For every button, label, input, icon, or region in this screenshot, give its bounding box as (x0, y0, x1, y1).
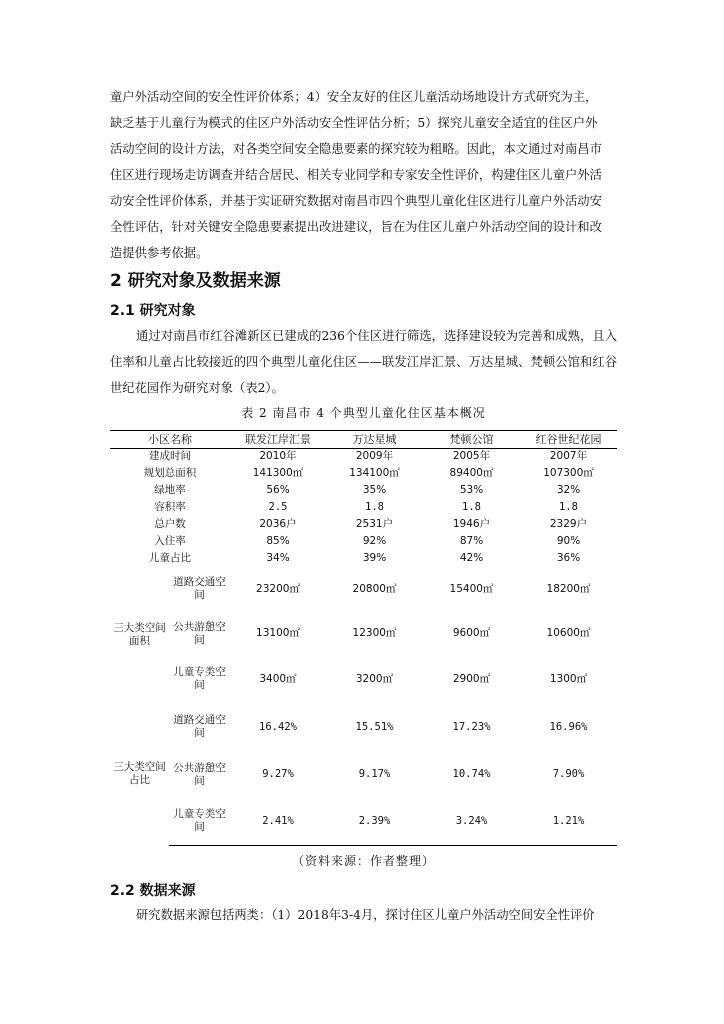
sub-label: 公共游憩空间 (173, 620, 226, 646)
table-row (110, 449, 617, 465)
row-label: 儿童占比 (149, 551, 191, 564)
table-cell: 2.41% (230, 798, 326, 846)
section-2-1-paragraph: 通过对南昌市红谷滩新区已建成的236个住区进行筛选，选择建设较为完善和成熟，且入住率和儿童占比较接近的四个典型儿童化住区——联发江岸汇景、万达星城、梵顿公馆和红谷世纪花园作为研究对象（表2）。 (110, 329, 617, 395)
intro-line: 动安全性评价体系，并基于实证研究数据对南昌市四个典型儿童化住区进行儿童户外活动安 (110, 194, 602, 208)
table-cell: 2.39% (326, 798, 423, 846)
table-cell: 16.42% (259, 720, 297, 733)
intro-line: 缺乏基于儿童行为模式的住区户外活动安全性评估分析；5）探究儿童安全适宜的住区户外 (110, 116, 598, 130)
table-row (110, 567, 617, 612)
table-cell: 7.90% (552, 768, 585, 780)
table-cell: 17.23% (452, 720, 491, 733)
intro-line: 住区进行现场走访调查并结合居民、相关专业同学和专家安全性评价，构建住区儿童户外活 (110, 168, 602, 182)
table-cell: 34% (266, 551, 290, 564)
table-row (110, 516, 617, 533)
table-cell: 90% (556, 534, 581, 547)
community-overview-table (110, 430, 617, 846)
table-cell: 2900㎡ (452, 672, 491, 685)
table-cell: 1.21% (520, 798, 617, 846)
table-cell: 23200㎡ (256, 582, 300, 595)
table-cell: 18200㎡ (546, 582, 591, 595)
table-cell: 2036户 (259, 517, 297, 530)
header-cell: 万达星城 (326, 431, 423, 449)
table-cell: 89400㎡ (449, 466, 494, 479)
table-cell: 2005年 (452, 450, 491, 463)
table-cell: 15.51% (355, 720, 394, 733)
table-cell: 36% (556, 551, 581, 564)
table-row (110, 482, 617, 499)
header-cell: 联发江岸汇景 (230, 431, 326, 449)
table-row (110, 703, 617, 752)
table-cell: 2010年 (259, 450, 297, 463)
header-cell: 梵顿公馆 (423, 431, 520, 449)
table-row (110, 465, 617, 482)
intro-line: 童户外活动空间的安全性评价体系；4）安全友好的住区儿童活动场地设计方式研究为主， (110, 90, 598, 104)
table-cell: 42% (459, 551, 484, 564)
row-label: 规划总面积 (143, 466, 197, 479)
sub-label: 公共游憩空间 (173, 761, 226, 787)
table-row (110, 752, 617, 798)
table-cell: 10600㎡ (546, 627, 591, 639)
table-cell: 9.17% (358, 768, 391, 780)
sub-label: 儿童专类空间 (169, 798, 230, 846)
table-header-row (110, 431, 617, 449)
row-label: 绿地率 (154, 483, 186, 496)
table-cell: 39% (362, 551, 387, 564)
table-cell: 16.96% (549, 720, 588, 733)
table-cell: 87% (459, 534, 484, 547)
table-row (110, 499, 617, 516)
section-2-2-heading: 2.2 数据来源 (110, 883, 196, 899)
table-cell: 107300㎡ (543, 466, 594, 479)
table-cell: 12300㎡ (352, 627, 397, 639)
table-cell: 9600㎡ (452, 627, 491, 639)
table-row (110, 612, 617, 656)
intro-line: 全性评估，针对关键安全隐患要素提出改进建议，旨在为住区儿童户外活动空间的设计和改 (110, 220, 602, 234)
table-cell: 134100㎡ (349, 466, 400, 479)
table-cell: 92% (362, 534, 387, 547)
row-label: 入住率 (154, 534, 186, 547)
table-cell: 141300㎡ (252, 466, 304, 479)
table-caption: 表 2 南昌市 4 个典型儿童化住区基本概况 (241, 406, 486, 420)
section-2-1-heading: 2.1 研究对象 (110, 303, 196, 319)
table-cell: 2007年 (549, 450, 588, 463)
table-cell: 3.24% (423, 798, 520, 846)
row-label: 建成时间 (149, 450, 191, 463)
table-cell: 3400㎡ (259, 672, 297, 685)
header-cell: 小区名称 (110, 431, 230, 449)
table-cell: 10.74% (452, 768, 491, 780)
table-cell: 2009年 (355, 450, 394, 463)
intro-line: 活动空间的设计方法，对各类空间安全隐患要素的探究较为粗略。因此，本文通过对南昌市 (110, 142, 602, 156)
group-label: 三大类空间面积 (113, 621, 166, 647)
intro-paragraph (110, 84, 617, 266)
table-cell: 15400㎡ (449, 582, 494, 595)
table-cell: 2329户 (549, 517, 588, 530)
table-cell: 3200㎡ (355, 672, 394, 685)
table-cell: 85% (266, 534, 290, 547)
table-cell: 1.8 (365, 500, 384, 513)
header-cell: 红谷世纪花园 (520, 431, 617, 449)
table-cell: 2.5 (268, 500, 288, 513)
group-label: 三大类空间占比 (113, 761, 166, 786)
table-cell: 53% (459, 483, 484, 496)
table-row (110, 533, 617, 550)
table-cell: 20800㎡ (352, 582, 397, 595)
row-label: 总户数 (154, 517, 186, 530)
table-cell: 13100㎡ (256, 627, 300, 639)
section-2-heading: 2 研究对象及数据来源 (110, 271, 281, 291)
sub-label: 道路交通空间 (173, 576, 226, 601)
table-cell: 56% (266, 483, 290, 496)
table-row (110, 656, 617, 703)
table-row (110, 798, 617, 846)
table-cell: 1.8 (559, 500, 578, 513)
intro-line: 造提供参考依据。 (110, 246, 209, 260)
table-cell: 1946户 (452, 517, 491, 530)
row-label: 容积率 (154, 500, 186, 513)
table-cell: 2531户 (355, 517, 394, 530)
section-2-2-paragraph: 研究数据来源包括两类：（1）2018年3-4月，探讨住区儿童户外活动空间安全性评价 (136, 908, 595, 922)
table-cell: 1.8 (462, 500, 481, 513)
table-cell: 32% (556, 483, 581, 496)
table-cell: 1300㎡ (549, 672, 588, 685)
sub-label: 道路交通空间 (173, 714, 226, 739)
table-source-note: （资料来源：作者整理） (291, 854, 435, 868)
table-cell: 35% (362, 483, 387, 496)
table-cell: 9.27% (262, 768, 294, 780)
sub-label: 儿童专类空间 (173, 666, 226, 691)
table-row (110, 550, 617, 567)
